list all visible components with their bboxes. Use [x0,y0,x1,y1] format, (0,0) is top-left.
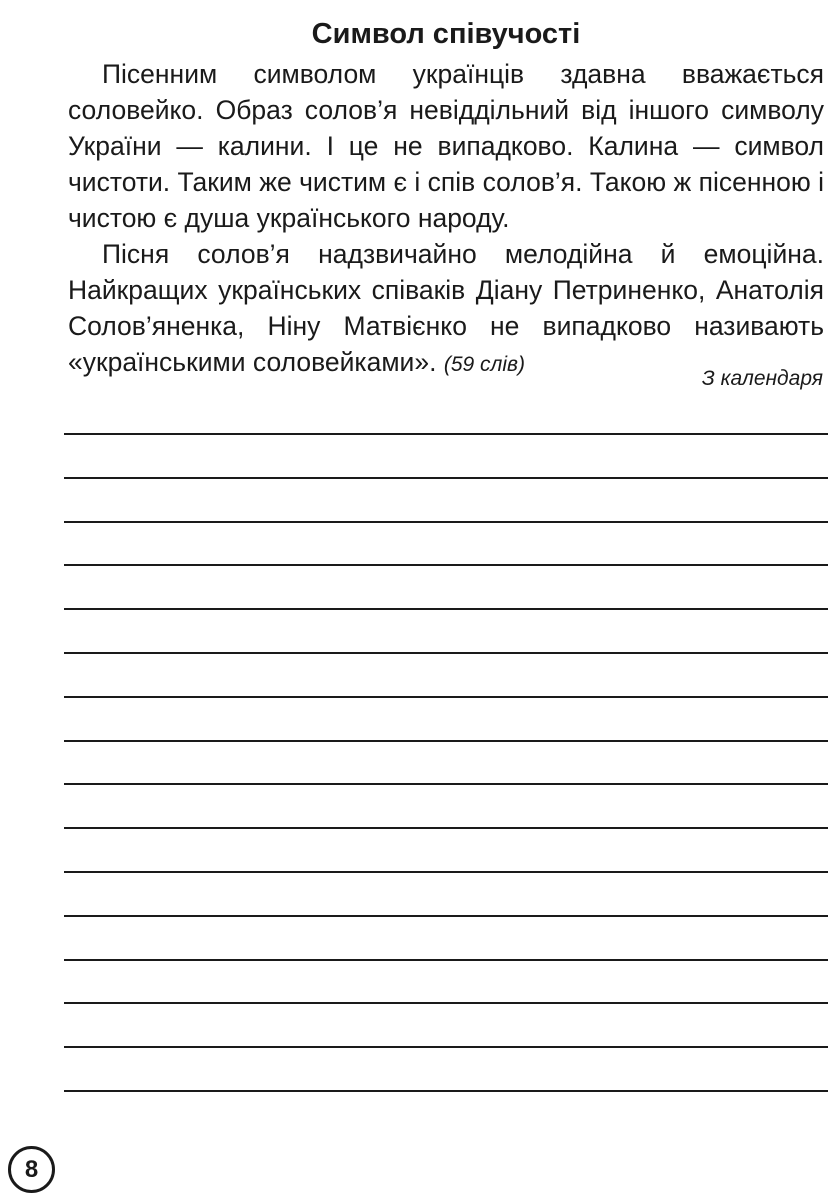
writing-line [64,521,828,523]
writing-line [64,652,828,654]
writing-line [64,783,828,785]
writing-line [64,1046,828,1048]
word-count: (59 слів) [443,353,525,376]
paragraph-2-text: Пісня солов’я надзвичайно мелодійна й емоційна. Найкращих українських співаків Діану Петриненко, Анатолія Солов’яненка, Ніну Матвієнко не випадково називають «українськими соловейками». [68,239,824,377]
writing-line [64,433,828,435]
writing-line [64,477,828,479]
writing-line [64,959,828,961]
writing-line [64,1002,828,1004]
writing-line [64,1090,828,1092]
source-attribution: З календаря [701,367,823,390]
writing-line [64,740,828,742]
page-number: 8 [24,1155,39,1183]
page-number-badge [8,1146,55,1193]
writing-line [64,564,828,566]
writing-line [64,827,828,829]
writing-line [64,871,828,873]
writing-lines [64,0,828,1200]
writing-line [64,915,828,917]
page-title: Символ співучості [311,18,581,50]
writing-line [64,696,828,698]
writing-line [64,608,828,610]
paragraph-1-text: Пісенним символом українців здавна вважається соловейко. Образ солов’я невіддільний від іншого символу України — калини. І це не випадково. Калина — символ чистоти. Таким же чистим є і спів солов’я. Такою ж пісенною і чистою є душа українського народу. [68,59,824,233]
